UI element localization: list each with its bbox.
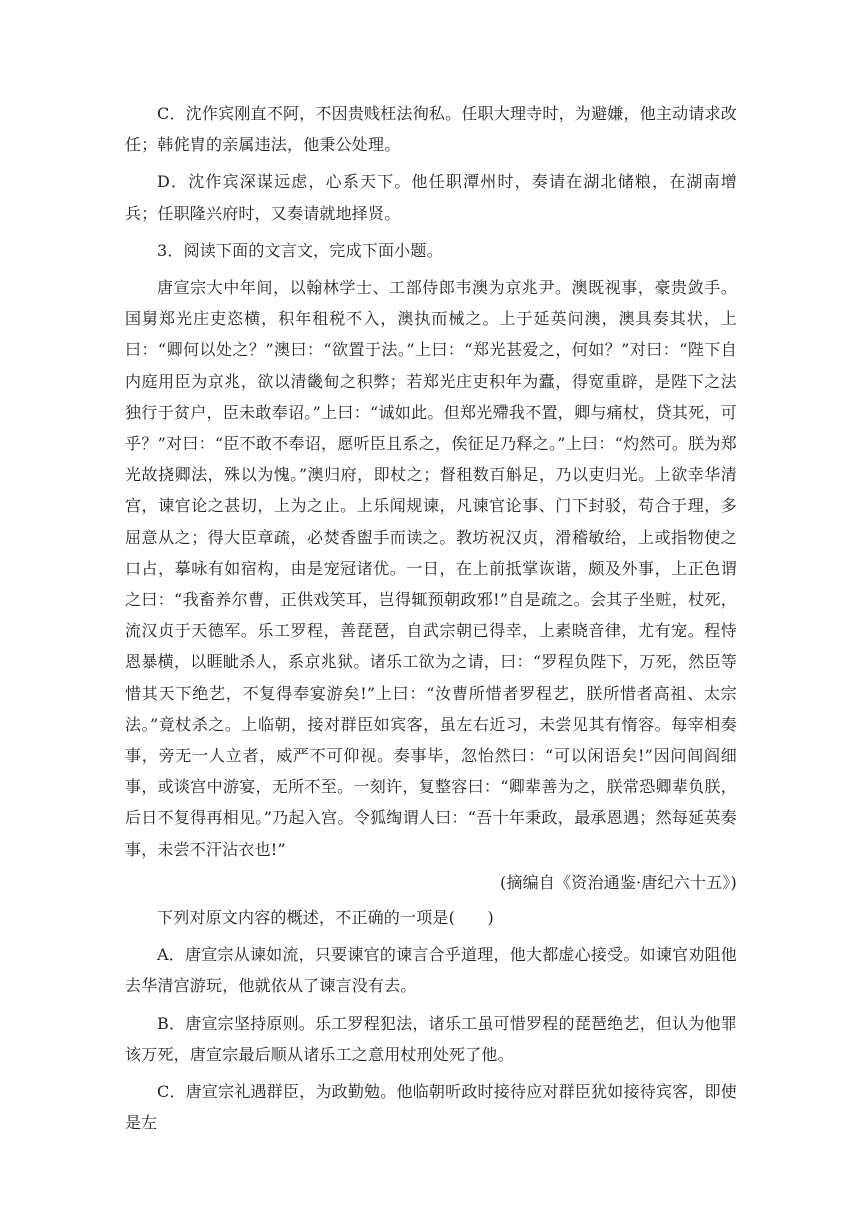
option-a: A．唐宣宗从谏如流，只要谏官的谏言合乎道理，他大都虚心接受。如谏官劝阻他去华清宫游玩，他就依从了谏言没有去。	[125, 945, 737, 996]
prev-option-d: D．沈作宾深谋远虑，心系天下。他任职潭州时，奏请在湖北储粮，在湖南增兵；任职隆兴府时，又奏请就地择贤。	[125, 172, 737, 223]
document-page	[125, 98, 737, 1139]
classical-passage: 唐宣宗大中年间，以翰林学士、工部侍郎韦澳为京兆尹。澳既视事，豪贵敛手。国舅郑光庄吏恣横，积年租税不入，澳执而械之。上于延英问澳，澳具奏其状，上曰：“卿何以处之？”澳曰：“欲置于法。”上曰：“郑光甚爱之，何如？”对曰：“陛下自内庭用臣为京兆，欲以清畿甸之积弊；若郑光庄吏积年为蠹，得宽重辟，是陛下之法独行于贫户，臣未敢奉诏。”上曰：“诚如此。但郑光殢我不置，卿与痛杖，贷其死，可乎？”对曰：“臣不敢不奉诏，愿听臣且系之，俟征足乃释之。”上曰：“灼然可。朕为郑光故挠卿法，殊以为愧。”澳归府，即杖之；督租数百斛足，乃以吏归光。上欲幸华清宫，谏官论之甚切，上为之止。上乐闻规谏，凡谏官论事、门下封驳，苟合于理，多屈意从之；得大臣章疏，必焚香盥手而读之。教坊祝汉贞，滑稽敏给，上或指物使之口占，摹咏有如宿构，由是宠冠诸优。一日，在上前抵掌诙谐，颇及外事，上正色谓之曰：“我畜养尔曹，正供戏笑耳，岂得辄预朝政邪!”自是疏之。会其子坐赃，杖死，流汉贞于天德军。乐工罗程，善琵琶，自武宗朝已得幸，上素晓音律，尤有宠。程恃恩暴横，以睚眦杀人，系京兆狱。诸乐工欲为之请，曰：“罗程负陛下，万死，然臣等惜其天下绝艺，不复得奉宴游矣!”上曰：“汝曹所惜者罗程艺，朕所惜者高祖、太宗法。”竟杖杀之。上临朝，接对群臣如宾客，虽左右近习，未尝见其有惰容。每宰相奏事，旁无一人立者，威严不可仰视。奏事毕，忽怡然曰：“可以闲语矣!”因问闾阎细事，或谈宫中游宴，无所不至。一刻许，复整容曰：“卿辈善为之，朕常恐卿辈负朕，后日不复得再相见。”乃起入宫。令狐绹谓人曰：“吾十年秉政，最承恩遇；然每延英奏事，未尝不汗沾衣也!”	[125, 278, 737, 859]
question-3-heading: 3．阅读下面的文言文，完成下面小题。	[157, 240, 443, 260]
prev-option-c: C．沈作宾刚直不阿，不因贵贱枉法徇私。任职大理寺时，为避嫌，他主动请求改任；韩侂胄的亲属违法，他秉公处理。	[125, 104, 737, 155]
passage-source: (摘编自《资治通鉴·唐纪六十五》)	[500, 872, 737, 892]
option-c: C．唐宣宗礼遇群臣，为政勤勉。他临朝听政时接待应对群臣犹如接待宾客，即使是左	[125, 1082, 737, 1133]
option-b: B．唐宣宗坚持原则。乐工罗程犯法，诸乐工虽可惜罗程的琵琶绝艺，但认为他罪该万死，唐宣宗最后顺从诸乐工之意用杖刑处死了他。	[125, 1013, 737, 1064]
question-prompt: 下列对原文内容的概述，不正确的一项是( )	[157, 908, 494, 928]
